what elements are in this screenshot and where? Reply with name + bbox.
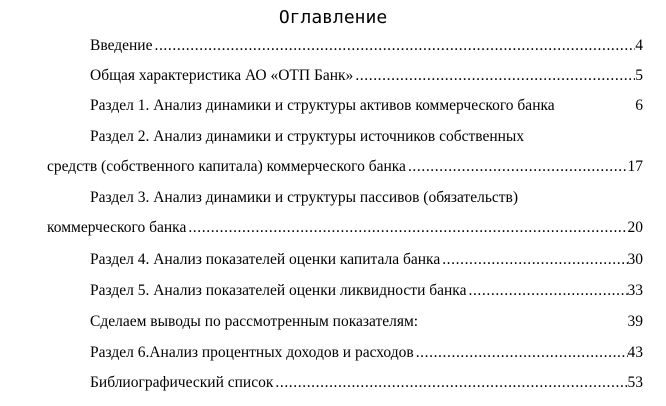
toc-entry-text: Раздел 1. Анализ динамики и структуры активов коммерческого банка [90, 97, 555, 114]
toc-leader-dots [440, 250, 627, 270]
toc-leader-dots [406, 157, 628, 177]
toc-entry-text: Раздел 6.Анализ процентных доходов и расходов [90, 344, 414, 361]
toc-entry-page: 30 [627, 251, 643, 268]
toc-entry-text: Раздел 2. Анализ динамики и структуры источников собственных [90, 128, 525, 145]
toc-entry-introduction[interactable] [90, 36, 643, 56]
toc-entry-page: 33 [627, 282, 643, 299]
toc-leader-dots [353, 66, 635, 86]
toc-entry-text: Раздел 5. Анализ показателей оценки ликвидности банка [90, 282, 467, 299]
toc-entry-text: Сделаем выводы по рассмотренным показателям: [90, 313, 419, 330]
toc-leader-dots [186, 218, 627, 238]
toc-entry-section-3-line-1[interactable] [90, 188, 643, 208]
toc-entry-page: 4 [635, 37, 643, 54]
toc-entry-text: Общая характеристика АО «ОТП Банк» [90, 67, 354, 84]
toc-entry-page: 53 [627, 374, 643, 391]
toc-leader-dots [466, 281, 627, 301]
toc-entry-section-4[interactable] [90, 250, 643, 270]
toc-entry-conclusions[interactable] [90, 312, 643, 332]
toc-entry-page: 20 [627, 219, 643, 236]
toc-entry-section-3-line-2[interactable] [47, 218, 643, 238]
toc-entry-bibliography[interactable] [90, 373, 643, 393]
toc-leader-dots [273, 373, 627, 393]
toc-entry-page: 39 [627, 313, 643, 330]
toc-entry-text: Раздел 3. Анализ динамики и структуры пассивов (обязательств) [90, 189, 519, 206]
toc-leader-dots [152, 36, 635, 56]
toc-heading: Оглавление [278, 7, 388, 28]
toc-entry-bank-overview[interactable] [90, 66, 643, 86]
toc-entry-text: Библиографический список [90, 374, 274, 391]
toc-entry-page: 17 [627, 158, 643, 175]
toc-entry-section-5[interactable] [90, 281, 643, 301]
toc-entry-text: Раздел 4. Анализ показателей оценки капитала банка [90, 251, 441, 268]
toc-entry-section-2-line-1[interactable] [90, 127, 643, 147]
toc-entry-text: коммерческого банка [47, 219, 187, 236]
toc-leader-dots [414, 343, 628, 363]
toc-entry-section-1[interactable] [90, 96, 643, 116]
toc-entry-page: 43 [627, 344, 643, 361]
toc-entry-text: средств (собственного капитала) коммерческого банка [47, 158, 406, 175]
toc-entry-text: Введение [90, 37, 153, 54]
toc-entry-page: 5 [635, 67, 643, 84]
toc-entry-page: 6 [635, 97, 643, 114]
toc-entry-section-6[interactable] [90, 343, 643, 363]
toc-entry-section-2-line-2[interactable] [47, 157, 643, 177]
